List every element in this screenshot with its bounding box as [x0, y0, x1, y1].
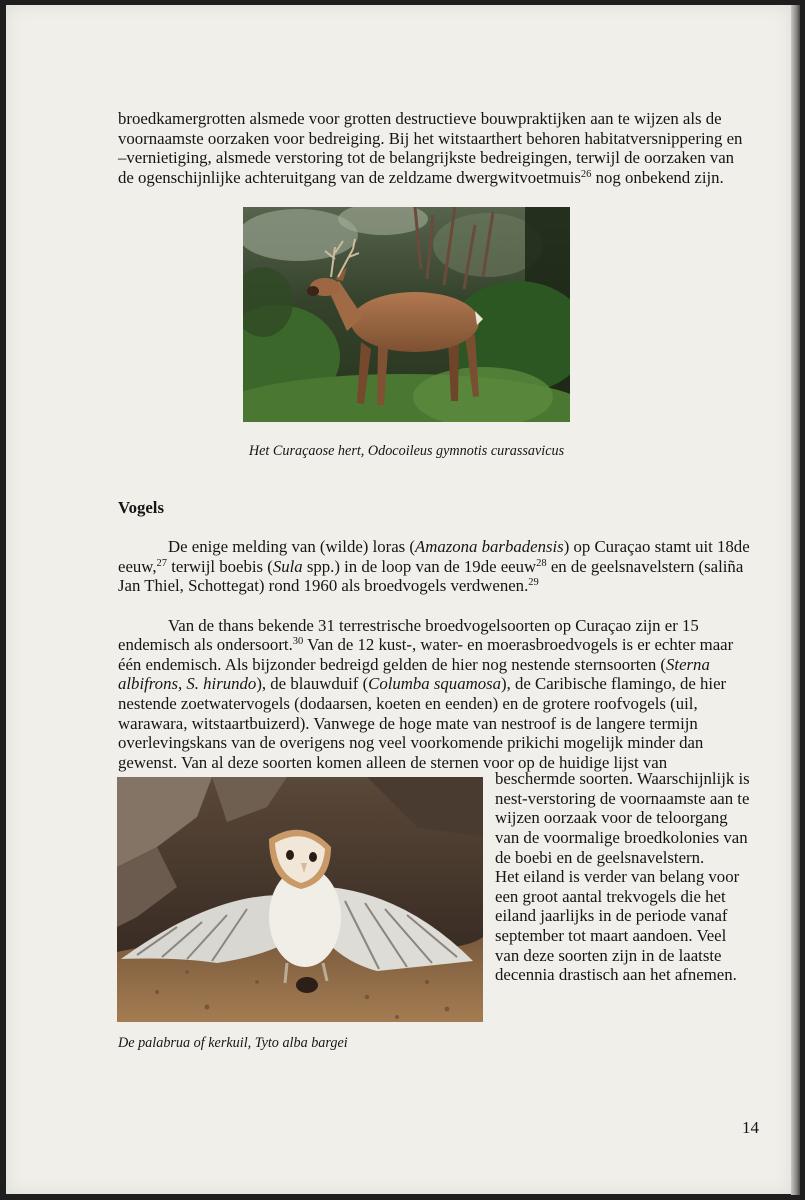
text-span: eeuw,	[118, 556, 157, 576]
text-line: eiland jaarlijks in de periode vanaf	[495, 906, 728, 926]
vogels-body	[118, 537, 750, 773]
text-line: de boebi en de geelsnavelstern.	[495, 847, 705, 867]
text-line: warawara, witstaartbuizerd). Vanwege de hoge mate van nestroof is de langere termijn	[118, 713, 698, 733]
footnote-ref: 26	[580, 168, 592, 180]
text-span: Van de 12 kust-, water- en moerasbroedvogels is er echter maar	[303, 635, 734, 655]
deer-photo	[243, 207, 570, 422]
footnote-ref: 29	[528, 577, 539, 589]
species-name: Columba squamosa	[368, 674, 502, 694]
page-number: 14	[742, 1118, 759, 1137]
owl-caption: De palabrua of kerkuil, Tyto alba bargei	[118, 1035, 348, 1051]
owl-photo	[117, 777, 483, 1022]
text-line: –vernietiging, alsmede verstoring tot de belangrijkste bedreigingen, terwijl de oorzaken van	[118, 148, 735, 168]
text-line: een groot aantal trekvogels die het	[495, 886, 726, 906]
text-line: Van de thans bekende 31 terrestrische broedvogelsoorten op Curaçao zijn er 15	[168, 615, 699, 635]
paragraph-gap	[118, 596, 750, 616]
text-span: terwijl boebis (	[167, 556, 273, 576]
text-line: overlevingskans van de overigens nog veel voorkomende prikichi mogelijk minder dan	[118, 733, 704, 753]
deer-caption: Het Curaçaose hert, Odocoileus gymnotis curassavicus	[248, 443, 565, 459]
text-span: endemisch als ondersoort.	[118, 635, 293, 655]
text-line: september tot maart aandoen. Veel	[495, 926, 727, 946]
intro-paragraph	[118, 109, 742, 188]
text-span: ) op Curaçao stamt uit 18de	[563, 537, 750, 556]
text-line: Het eiland is verder van belang voor	[495, 867, 740, 887]
text-line: nest-verstoring de voornaamste aan te	[495, 788, 750, 808]
text-span: De enige melding van (wilde) loras (	[168, 537, 415, 556]
section-heading: Vogels	[118, 498, 165, 517]
text-line	[118, 537, 750, 557]
text-span: ), de Caribische flamingo, de hier	[501, 674, 727, 694]
footnote-ref: 30	[292, 636, 304, 648]
text-line: van de voormalige broedkolonies van	[495, 827, 748, 847]
text-line: nestende zoetwatervogels (dodaarsen, koeten en eenden) en de grotere roofvogels (uil,	[118, 694, 698, 714]
species-name: Amazona barbadensis	[414, 537, 564, 556]
text-line: beschermde soorten. Waarschijnlijk is	[495, 769, 750, 788]
text-span: ), de blauwduif (	[256, 674, 369, 694]
text-line	[118, 576, 750, 596]
text-line	[118, 635, 750, 655]
footnote-ref: 28	[536, 557, 547, 569]
text-line: van deze soorten zijn in de laatste	[495, 945, 722, 965]
owl-side-column	[495, 769, 750, 985]
text-span: en de geelsnavelstern (saliña	[546, 556, 744, 576]
text-line	[118, 655, 750, 675]
text-span: spp.) in de loop van de 19de eeuw	[302, 556, 537, 576]
text-line: gewenst. Van al deze soorten komen alleen de sternen voor op de huidige lijst van	[118, 753, 668, 773]
footnote-ref: 27	[156, 557, 168, 569]
text-span: Jan Thiel, Schottegat) rond 1960 als broedvogels verdwenen.	[118, 576, 529, 596]
text-line	[118, 674, 750, 694]
text-line: broedkamergrotten alsmede voor grotten destructieve bouwpraktijken aan te wijzen als de	[118, 109, 722, 128]
text-line: voornaamste oorzaken voor bedreiging. Bij het witstaarthert behoren habitatversnippering en	[118, 128, 743, 148]
text-span: de ogenschijnlijke achteruitgang van de zeldzame dwergwitvoetmuis	[118, 167, 581, 187]
text-span: één endemisch. Als bijzonder bedreigd gelden de hier nog nestende sternsoorten (	[118, 654, 667, 674]
text-span: nog onbekend zijn.	[591, 167, 724, 187]
text-line: decennia drastisch aan het afnemen.	[495, 965, 737, 985]
species-name: albifrons, S. hirundo	[118, 674, 257, 694]
species-name: Sterna	[666, 654, 710, 674]
page-edge	[791, 5, 800, 1195]
species-name: Sula	[272, 556, 303, 576]
text-line	[118, 557, 750, 577]
text-line: wijzen oorzaak voor de teloorgang	[495, 808, 728, 828]
text-line	[118, 168, 742, 188]
